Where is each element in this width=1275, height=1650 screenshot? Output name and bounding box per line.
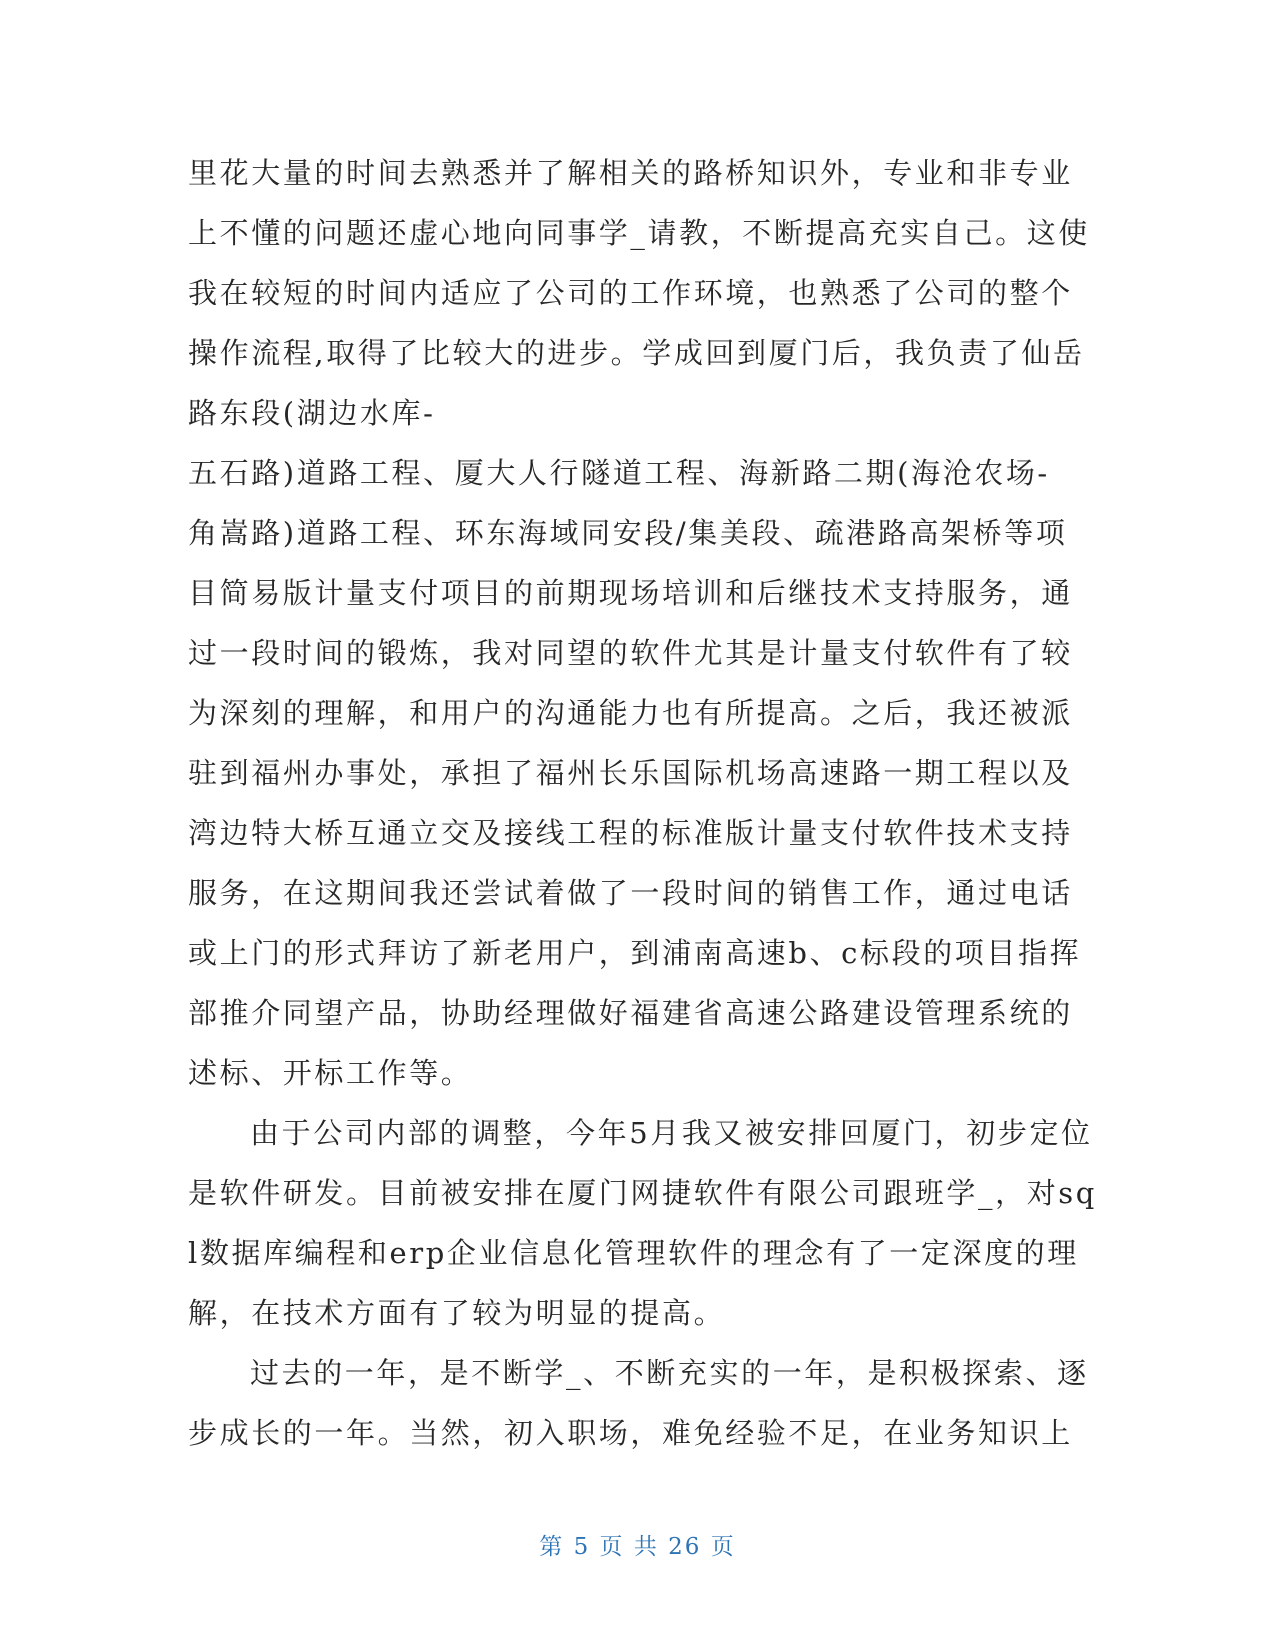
text-line: 目简易版计量支付项目的前期现场培训和后继技术支持服务，通 <box>188 576 1073 610</box>
text-line: l数据库编程和erp企业信息化管理软件的理念有了一定深度的理 <box>188 1236 1079 1270</box>
text-line: 上不懂的问题还虚心地向同事学_请教，不断提高充实自己。这使 <box>188 216 1090 250</box>
text-line: 路东段(湖边水库- <box>188 396 436 430</box>
text-line: 是软件研发。目前被安排在厦门网捷软件有限公司跟班学_，对sq <box>188 1176 1097 1210</box>
text-line: 步成长的一年。当然，初入职场，难免经验不足，在业务知识上 <box>188 1416 1073 1450</box>
text-line: 角嵩路)道路工程、环东海域同安段/集美段、疏港路高架桥等项 <box>188 516 1068 550</box>
page-number-footer: 第 5 页 共 26 页 <box>539 1534 736 1560</box>
text-line: 五石路)道路工程、厦大人行隧道工程、海新路二期(海沧农场- <box>188 456 1050 490</box>
paragraph-start-line: 由于公司内部的调整，今年5月我又被安排回厦门，初步定位 <box>250 1116 1093 1150</box>
text-line: 部推介同望产品，协助经理做好福建省高速公路建设管理系统的 <box>188 996 1073 1030</box>
text-line: 我在较短的时间内适应了公司的工作环境，也熟悉了公司的整个 <box>188 276 1073 310</box>
text-line: 为深刻的理解，和用户的沟通能力也有所提高。之后，我还被派 <box>188 696 1073 730</box>
text-line: 解，在技术方面有了较为明显的提高。 <box>188 1296 726 1330</box>
text-line: 驻到福州办事处，承担了福州长乐国际机场高速路一期工程以及 <box>188 756 1073 790</box>
text-line: 过一段时间的锻炼，我对同望的软件尤其是计量支付软件有了较 <box>188 636 1073 670</box>
text-line: 述标、开标工作等。 <box>188 1056 473 1090</box>
paragraph-start-line: 过去的一年，是不断学_、不断充实的一年，是积极探索、逐 <box>250 1356 1089 1390</box>
text-line: 或上门的形式拜访了新老用户，到浦南高速b、c标段的项目指挥 <box>188 936 1082 970</box>
body-text <box>188 143 1097 1463</box>
text-line: 湾边特大桥互通立交及接线工程的标准版计量支付软件技术支持 <box>188 816 1073 850</box>
text-line: 操作流程,取得了比较大的进步。学成回到厦门后，我负责了仙岳 <box>188 336 1085 370</box>
text-line: 里花大量的时间去熟悉并了解相关的路桥知识外，专业和非专业 <box>188 156 1073 190</box>
text-line: 服务，在这期间我还尝试着做了一段时间的销售工作，通过电话 <box>188 876 1073 910</box>
